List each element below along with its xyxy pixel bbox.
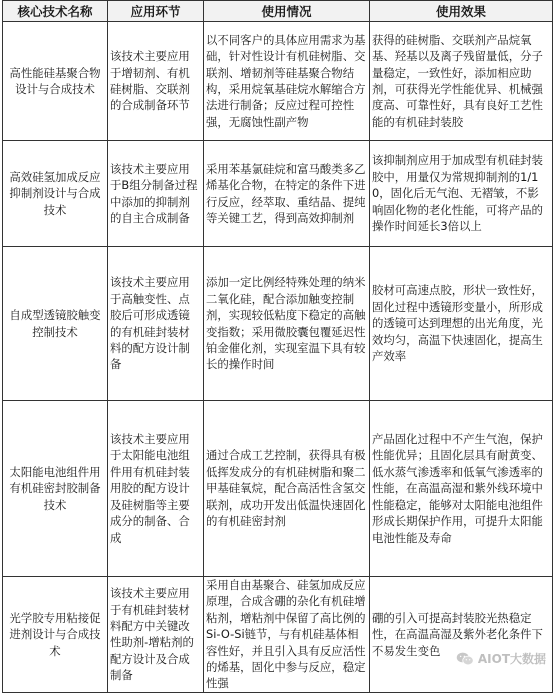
tech-name-cell: 太阳能电池组件用有机硅密封胶制备技术 (3, 401, 108, 577)
watermark-text: AIOT大数据 (477, 652, 546, 666)
tech-name-cell: 高性能硅基聚合物设计与合成技术 (3, 22, 108, 141)
tech-name-cell: 自成型透镜胶触变控制技术 (3, 247, 108, 401)
table-row (3, 141, 553, 247)
usage-cell: 采用苯基氯硅烷和富马酸类多乙烯基化合物，在特定的条件下进行反应，经萃取、重结晶、提纯等关键工艺，得到高效抑制剂 (204, 141, 370, 247)
effect-cell: 胶材可高速点胶，形状一致性好，固化过程中透镜形变量小，所形成的透镜可达到理想的出光角度，光效均匀，高温下快速固化，提高生产效率 (370, 247, 553, 401)
tech-name-cell: 光学胶专用粘接促进剂设计与合成技术 (3, 577, 108, 693)
application-stage-cell: 该技术主要应用于太阳能电池组件用有机硅封装用胶的配方设计及硅树脂等主要成分的制备、合成 (108, 401, 204, 577)
effect-cell: 产品固化过程中不产生气泡，保护性能优异；且固化层具有耐黄变、低水蒸气渗透率和低氧气渗透率的性能，在高温高湿和紫外线环境中性能稳定，能够对太阳能电池组件形成长期保护作用，可提升太阳能电池性能及寿命 (370, 401, 553, 577)
header-usage: 使用情况 (204, 1, 370, 22)
tech-name-cell: 高效硅氢加成反应抑制剂设计与合成技术 (3, 141, 108, 247)
effect-cell: 获得的硅树脂、交联剂产品烷氧基、羟基以及离子残留量低，分子量稳定，一致性好，添加相应助剂，可获得光学性能优异、机械强度高、可靠性好，具有良好工艺性能的有机硅封装胶 (370, 22, 553, 141)
usage-cell: 添加一定比例经特殊处理的纳米二氧化硅，配合添加触变控制剂，实现较低粘度下稳定的高触变指数；采用微胶囊包覆延迟性铂金催化剂，实现室温下具有较长的操作时间 (204, 247, 370, 401)
application-stage-cell: 该技术主要应用于高触变性、点胶后可形成透镜的有机硅封装材料的配方设计制备 (108, 247, 204, 401)
usage-cell: 通过合成工艺控制，获得具有极低挥发成分的有机硅树脂和聚二甲基硅氧烷，配合高活性含氢交联剂，成功开发出低温快速固化的有机硅密封剂 (204, 401, 370, 577)
usage-cell: 以不同客户的具体应用需求为基础，针对性设计有机硅树脂、交联剂、增韧剂等硅基聚合物结构，采用烷氧基硅烷水解缩合方法进行制备；反应过程可控性强，无腐蚀性副产物 (204, 22, 370, 141)
table-row (3, 22, 553, 141)
header-effect: 使用效果 (370, 1, 553, 22)
application-stage-cell: 该技术主要应用于有机硅封装材料配方中关键改性助剂-增粘剂的配方设计及合成制备 (108, 577, 204, 693)
application-stage-cell: 该技术主要应用于增韧剂、有机硅树脂、交联剂的合成制备环节 (108, 22, 204, 141)
effect-cell: 该抑制剂应用于加成型有机硅封装胶中，用量仅为常规抑制剂的1/10，固化后无气泡、无褶皱，不影响固化物的老化性能，可将产品的操作时间延长3倍以上 (370, 141, 553, 247)
table-row (3, 401, 553, 577)
usage-cell: 采用自由基聚合、硅氢加成反应原理，合成含硼的杂化有机硅增粘剂，增粘剂中保留了高比例的Si-O-Si链节，与有机硅基体相容性好，并且引入具有反应活性的烯基，固化中参与反应，稳定性强 (204, 577, 370, 693)
table-row (3, 247, 553, 401)
header-application-stage: 应用环节 (108, 1, 204, 22)
header-tech-name: 核心技术名称 (3, 1, 108, 22)
tech-table (2, 0, 553, 693)
effect-cell: 硼的引入可提高封装胶光热稳定性，在高温高湿及紫外老化条件下不易发生变色 (370, 577, 553, 693)
application-stage-cell: 该技术主要应用于B组分制备过程中添加的抑制剂的自主合成制备 (108, 141, 204, 247)
table-header-row (3, 1, 553, 22)
